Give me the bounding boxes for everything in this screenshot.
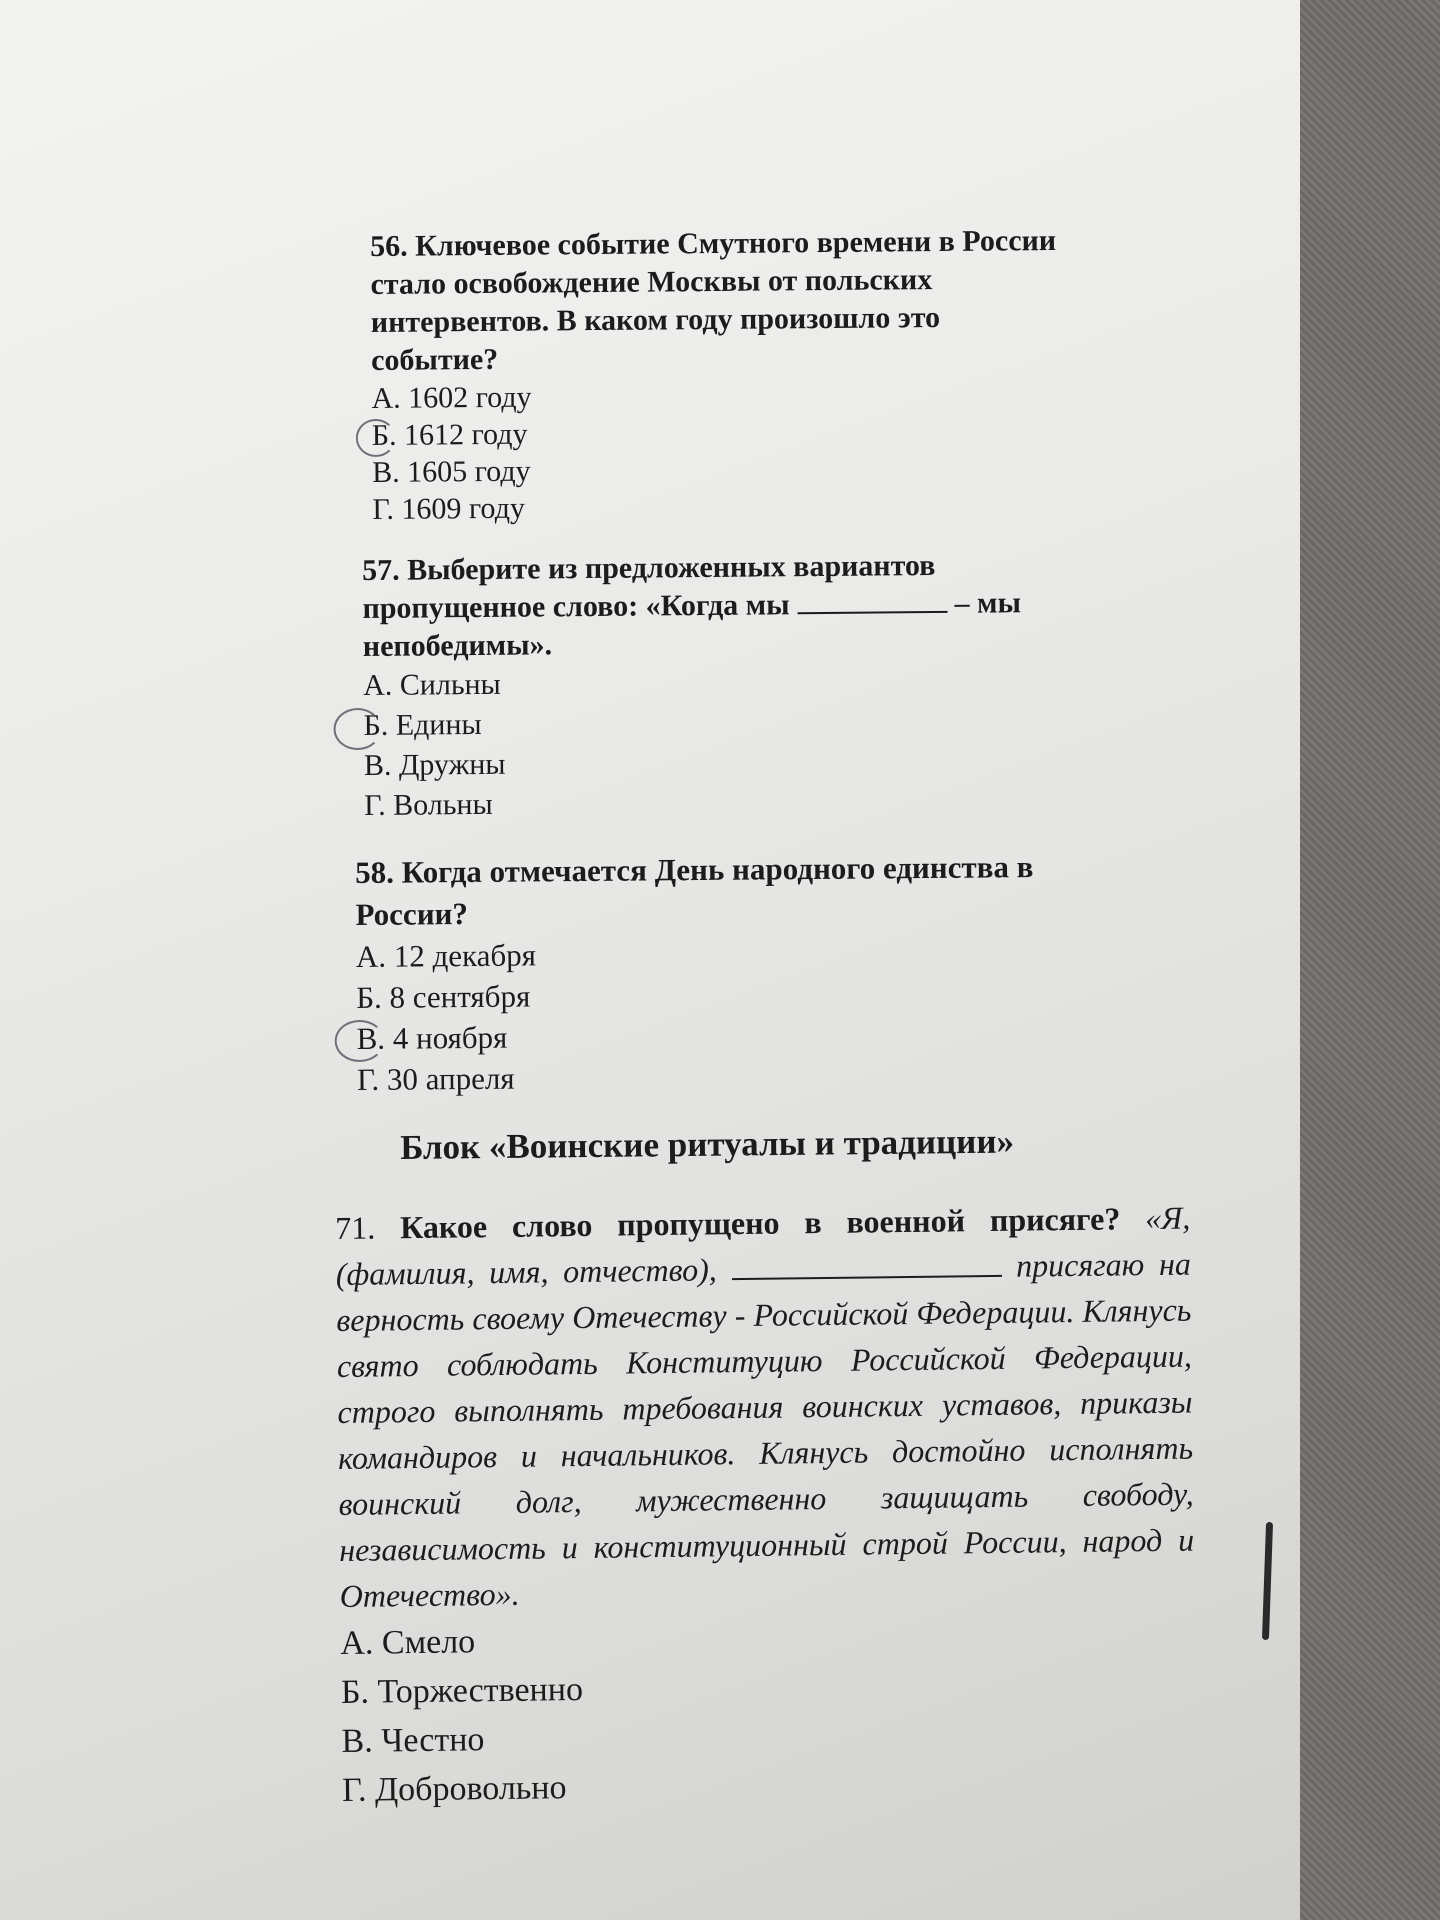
question-57-option-b-label: Б. Едины	[363, 707, 482, 742]
question-71-option-a: А. Смело	[340, 1623, 476, 1662]
question-58-text: 58. Когда отмечается День народного единства в России?	[355, 849, 1034, 932]
question-57-option-b	[363, 700, 1022, 746]
question-57-option-d: Г. Вольны	[364, 787, 493, 822]
question-71	[335, 1195, 1197, 1815]
question-56	[370, 222, 1059, 528]
question-56-option-b	[372, 411, 1058, 454]
question-56-option-d: Г. 1609 году	[372, 491, 526, 526]
question-71-option-b: Б. Торжественно	[340, 1671, 584, 1711]
answer-circle-mark	[334, 1020, 384, 1062]
question-58-option-a: А. 12 декабря	[355, 937, 537, 974]
question-71-question: Какое слово пропущено в военной присяге?	[399, 1200, 1121, 1246]
question-57-option-a: А. Сильны	[363, 667, 501, 702]
question-57-text-before: 57. Выберите из предложенных вариантов пропущенное слово: «Когда мы	[362, 548, 936, 625]
pen-mark-line	[1262, 1522, 1273, 1640]
question-71-text	[335, 1195, 1195, 1619]
question-57-text-after: – мы непобедимы».	[362, 586, 1022, 663]
question-58-option-b: Б. 8 сентября	[356, 978, 531, 1015]
oath-start: «Я, (фамилия, имя, отчество),	[335, 1199, 1191, 1292]
question-56-option-b-label: Б. 1612 году	[371, 417, 528, 452]
question-58-option-d: Г. 30 апреля	[356, 1060, 515, 1097]
question-57	[362, 546, 1023, 826]
question-56-option-a: А. 1602 году	[371, 380, 532, 415]
question-71-option-d: Г. Добровольно	[341, 1769, 567, 1809]
question-71-option-c: В. Честно	[341, 1721, 485, 1760]
question-58-option-c-label: В. 4 ноября	[356, 1019, 508, 1056]
answer-circle-mark	[333, 708, 381, 750]
question-58-option-c	[356, 1012, 1035, 1059]
answer-circle-mark	[356, 419, 396, 457]
question-58	[355, 846, 1035, 1100]
question-71-number: 71.	[335, 1209, 376, 1246]
block-title: Блок «Воинские ритуалы и традиции»	[400, 1121, 1015, 1167]
question-56-option-c: В. 1605 году	[371, 454, 531, 489]
question-57-option-c: В. Дружны	[363, 747, 506, 782]
oath-rest: присягаю на верность своему Отечеству - Российской Федерации. Клянусь свято соблюдать Конституцию Российской Федерации, строго выполнять требования воинских уставов, приказы командиров и начальников. Клянусь достойно исполнять воинский долг, мужественно защищать свободу, независимость и конституционный строй России, народ и Отечество».	[336, 1245, 1195, 1614]
oath-blank	[731, 1251, 1001, 1280]
question-57-text	[362, 546, 1021, 666]
question-56-text: 56. Ключевое событие Смутного времени в России стало освобождение Москвы от польских интервентов. В каком году произошло это событие?	[370, 224, 1057, 377]
answer-blank	[797, 587, 947, 614]
